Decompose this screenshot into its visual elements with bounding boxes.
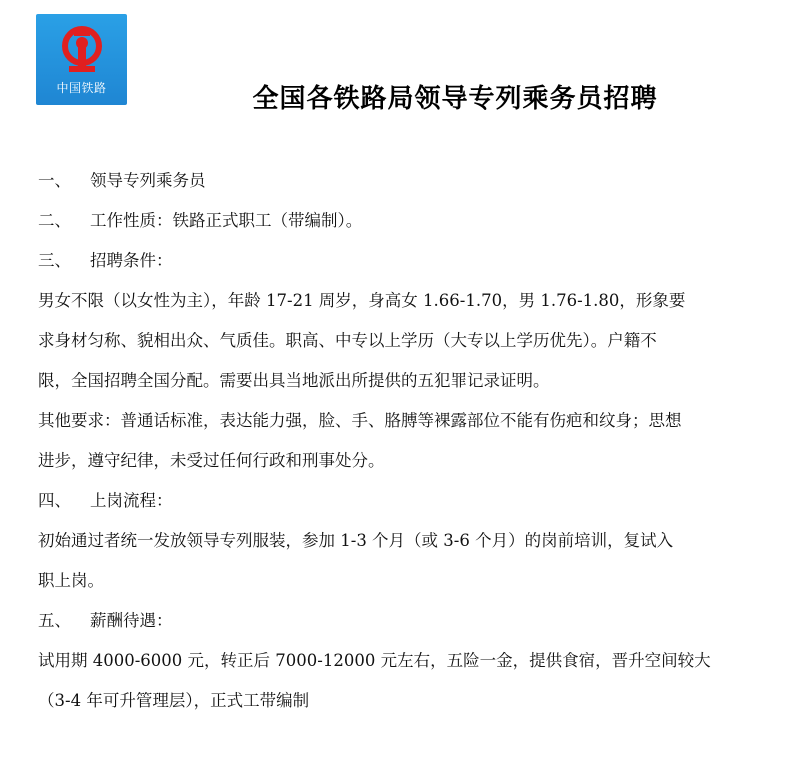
- section-number: 四、: [38, 491, 71, 510]
- section-text: 招聘条件：: [90, 251, 173, 270]
- section-2-heading: [38, 206, 760, 235]
- other-requirements-line: 其他要求：普通话标准，表达能力强，脸、手、胳膊等裸露部位不能有伤疤和纹身；思想: [38, 411, 682, 430]
- section-text: 工作性质：铁路正式职工（带编制）。: [90, 211, 363, 230]
- conditions-line: 男女不限（以女性为主），年龄 17-21 周岁，身高女 1.66-1.70，男 1.76-1.80，形象要: [38, 291, 686, 310]
- salary-line: （3-4 年可升管理层），正式工带编制: [38, 691, 310, 710]
- section-text: 上岗流程：: [90, 491, 173, 510]
- section-1-heading: [38, 166, 760, 195]
- other-requirements-line: 进步，遵守纪律，未受过任何行政和刑事处分。: [38, 451, 385, 470]
- section-4-heading: [38, 486, 760, 515]
- section-number: 二、: [38, 211, 71, 230]
- section-text: 领导专列乘务员: [90, 171, 206, 190]
- china-railway-emblem-icon: [56, 24, 108, 78]
- document-body: [38, 166, 760, 715]
- process-line: 职上岗。: [38, 571, 104, 590]
- salary-line: 试用期 4000-6000 元，转正后 7000-12000 元左右，五险一金，提供食宿，晋升空间较大: [38, 651, 711, 670]
- section-text: 薪酬待遇：: [90, 611, 173, 630]
- section-number: 五、: [38, 611, 71, 630]
- china-railway-logo: [36, 14, 127, 105]
- conditions-line: 求身材匀称、貌相出众、气质佳。职高、中专以上学历（大专以上学历优先）。户籍不: [38, 331, 657, 350]
- conditions-line: 限，全国招聘全国分配。需要出具当地派出所提供的五犯罪记录证明。: [38, 371, 550, 390]
- page-title: 全国各铁路局领导专列乘务员招聘: [252, 84, 658, 114]
- logo-text: 中国铁路: [56, 81, 107, 95]
- section-number: 三、: [38, 251, 71, 270]
- section-5-heading: [38, 606, 760, 635]
- section-3-heading: [38, 246, 760, 275]
- section-number: 一、: [38, 171, 71, 190]
- process-line: 初始通过者统一发放领导专列服装，参加 1-3 个月（或 3-6 个月）的岗前培训，复试入: [38, 531, 674, 550]
